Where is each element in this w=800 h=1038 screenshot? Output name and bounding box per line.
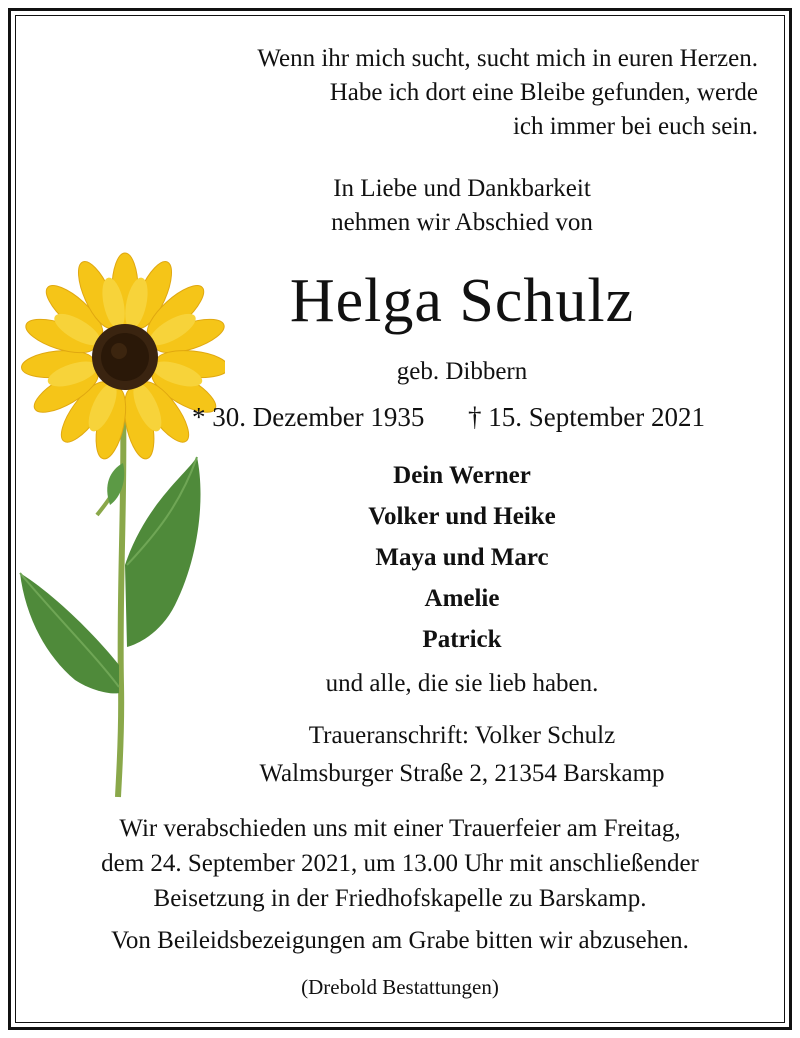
mourner-3: Maya und Marc (375, 544, 549, 571)
intro-line-1: In Liebe und Dankbarkeit (333, 175, 591, 202)
mourner-4: Amelie (424, 585, 500, 612)
address-line-1: Traueranschrift: Volker Schulz (308, 722, 616, 749)
condolence-note: Von Beileidsbezeigungen am Grabe bitten wir abzusehen. (111, 927, 689, 954)
ceremony-line-3: Beisetzung in der Friedhofskapelle zu Barskamp. (153, 885, 647, 912)
motto-line-1: Wenn ihr mich sucht, sucht mich in euren Herzen. (257, 45, 758, 72)
mourner-2: Volker und Heike (368, 503, 556, 530)
deceased-name: Helga Schulz (289, 267, 635, 335)
death-date: † 15. September 2021 (468, 402, 705, 432)
birth-name: geb. Dibbern (396, 358, 528, 385)
ceremony-line-2: dem 24. September 2021, um 13.00 Uhr mit anschließender (101, 850, 699, 877)
address-line-2: Walmsburger Straße 2, 21354 Barskamp (259, 760, 665, 787)
motto-line-2: Habe ich dort eine Bleibe gefunden, werde (329, 79, 758, 106)
ceremony-line-1: Wir verabschieden uns mit einer Trauerfeier am Freitag, (119, 815, 681, 842)
birth-date: * 30. Dezember 1935 (192, 402, 425, 432)
intro-line-2: nehmen wir Abschied von (331, 209, 593, 236)
mourner-5: Patrick (422, 626, 502, 653)
mourner-1: Dein Werner (393, 462, 531, 489)
motto-line-3: ich immer bei euch sein. (512, 113, 758, 140)
mourners-closing: und alle, die sie lieb haben. (325, 670, 599, 697)
undertaker: (Drebold Bestattungen) (301, 975, 499, 999)
